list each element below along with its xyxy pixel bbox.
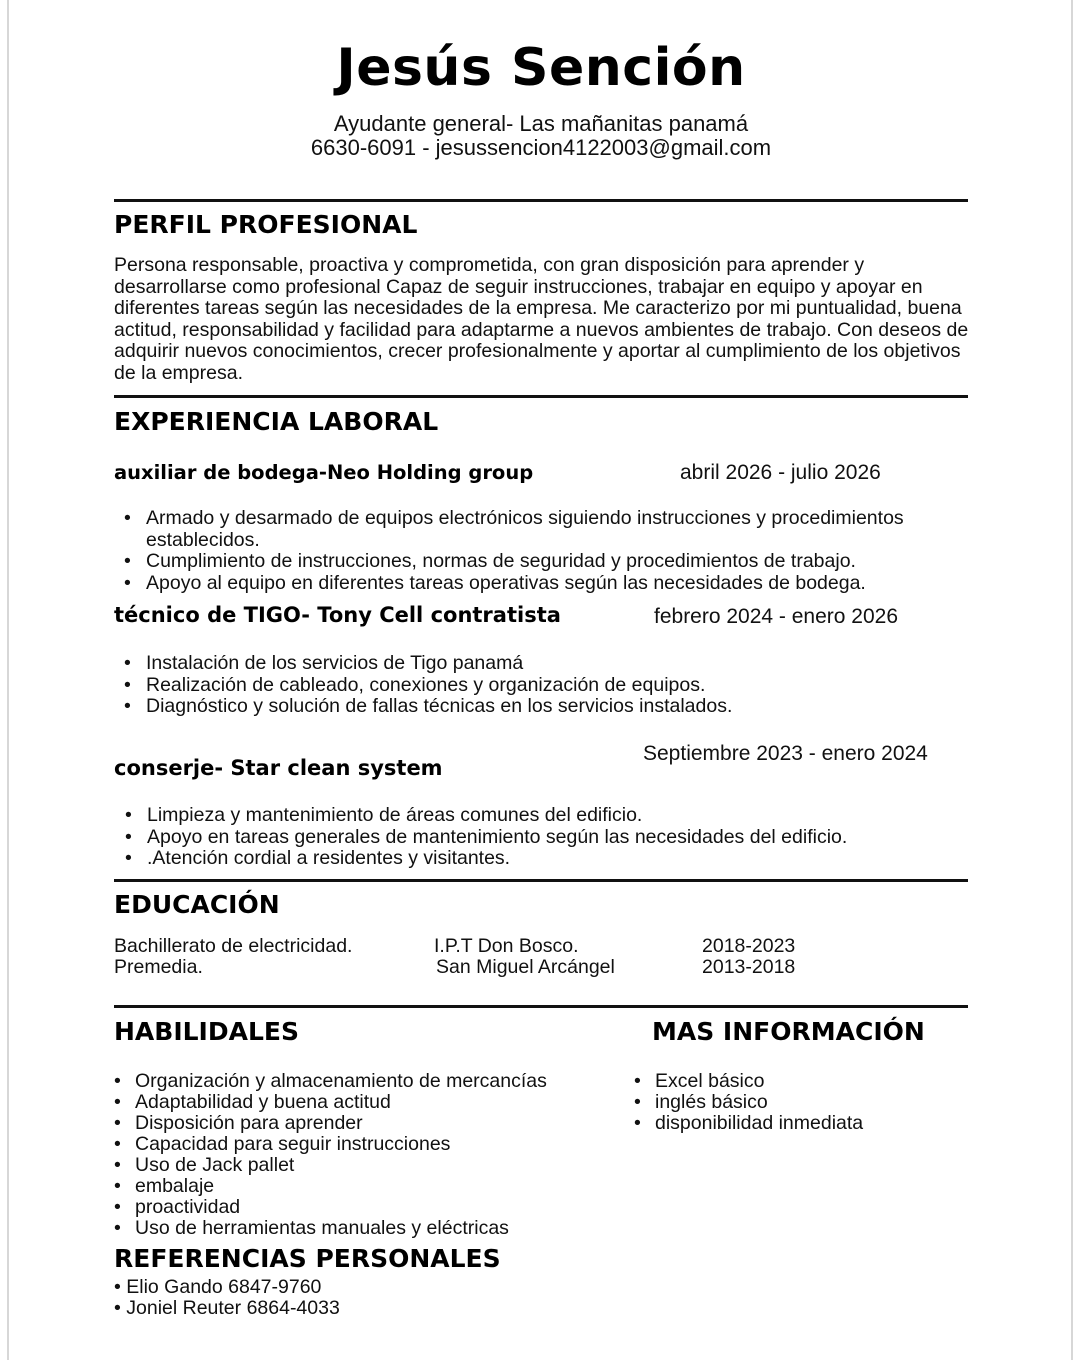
bullet-icon: • [114,1297,121,1319]
job-title: auxiliar de bodega-Neo Holding group [114,461,534,484]
list-item: • Disposición para aprender [114,1112,363,1134]
bullet-icon: • [124,695,131,717]
bullet-icon: • [124,652,131,674]
education-school: San Miguel Arcángel [436,956,615,978]
list-item: • Excel básico [634,1070,765,1092]
list-item: • Adaptabilidad y buena actitud [114,1091,391,1113]
bullet-icon: • [634,1070,641,1092]
job-dates: abril 2026 - julio 2026 [680,461,881,484]
education-years: 2018-2023 [702,935,796,957]
more-info-list [634,1071,964,1134]
bullet-icon: • [114,1091,121,1113]
bullet-icon: • [125,825,132,848]
list-item: • Instalación de los servicios de Tigo panamá [124,652,524,674]
bullet-icon: • [114,1175,121,1197]
list-item: • Uso de herramientas manuales y eléctricas [114,1217,509,1239]
profile-text: Persona responsable, proactiva y comprometida, con gran disposición para aprender y desarrollarse como profesional Capaz de seguir instrucciones, trabajar en equipo y apoyar en diferentes tareas según las necesidades de la empresa. Me caracterizo por mi puntualidad, buena actitud, responsabilidad y facilidad para adaptarme a nuevos ambientes de trabajo. Con deseos de adquirir nuevos conocimientos, crecer profesionalmente y aportar al cumplimiento de los objetivos de la empresa. [114,254,969,384]
bullet-icon: • [125,804,132,826]
job-dates: febrero 2024 - enero 2026 [654,605,899,628]
section-divider [114,199,968,202]
list-item: • disponibilidad inmediata [634,1112,864,1134]
profile-heading: PERFIL PROFESIONAL [114,210,418,239]
job-duties-list [114,653,974,718]
bullet-icon: • [124,507,131,529]
bullet-icon: • [124,673,131,696]
bullet-icon: • [114,1070,121,1092]
resume-page [114,0,968,1360]
bullet-icon: • [114,1217,121,1239]
list-item: • Apoyo al equipo en diferentes tareas operativas según las necesidades de bodega. [124,571,866,594]
bullet-icon: • [114,1133,121,1155]
list-item: • Organización y almacenamiento de mercancías [114,1070,547,1092]
job-title: técnico de TIGO- Tony Cell contratista [114,603,561,627]
job-title: conserje- Star clean system [114,756,443,780]
bullet-icon: • [634,1112,641,1134]
list-item: • Diagnóstico y solución de fallas técnicas en los servicios instalados. [124,695,733,717]
more-info-heading: MAS INFORMACIÓN [652,1017,925,1046]
bullet-icon: • [114,1112,121,1134]
list-item: • proactividad [114,1196,241,1218]
bullet-icon: • [114,1154,121,1176]
list-item: • Limpieza y mantenimiento de áreas comunes del edificio. [125,804,643,826]
job-dates: Septiembre 2023 - enero 2024 [643,742,928,765]
candidate-role: Ayudante general- Las mañanitas panamá [333,111,749,136]
list-item: • inglés básico [634,1091,768,1113]
page-edge-right [1071,0,1073,1360]
job-duties-list [114,508,974,594]
bullet-icon: • [124,571,131,594]
section-divider [114,879,968,882]
candidate-contact: 6630-6091 - jesussencion4122003@gmail.com [310,135,772,160]
list-item: • embalaje [114,1175,215,1197]
list-item: • Armado y desarmado de equipos electrónicos siguiendo instrucciones y procedimientos establecidos. [124,507,904,551]
list-item: • Realización de cableado, conexiones y organización de equipos. [124,673,706,696]
education-school: I.P.T Don Bosco. [434,935,579,957]
list-item: • .Atención cordial a residentes y visitantes. [125,847,511,869]
job-duties-list [115,805,975,870]
page-edge-left [7,0,9,1360]
bullet-icon: • [124,550,131,572]
skills-list [114,1071,634,1239]
bullet-icon: • [125,847,132,869]
education-degree: Bachillerato de electricidad. [114,935,353,957]
education-heading: EDUCACIÓN [114,890,280,919]
bullet-icon: • [114,1196,121,1218]
list-item: • Cumplimiento de instrucciones, normas de seguridad y procedimientos de trabajo. [124,550,856,572]
education-degree: Premedia. [114,956,203,978]
education-years: 2013-2018 [702,956,796,978]
bullet-icon: • [114,1276,121,1298]
list-item: • Uso de Jack pallet [114,1154,295,1176]
reference-item: • Joniel Reuter 6864-4033 [114,1297,340,1319]
list-item: • Apoyo en tareas generales de mantenimiento según las necesidades del edificio. [125,825,848,848]
reference-item: • Elio Gando 6847-9760 [114,1276,322,1298]
candidate-name: Jesús Sención [336,38,746,98]
list-item: • Capacidad para seguir instrucciones [114,1133,451,1155]
bullet-icon: • [634,1091,641,1113]
experience-heading: EXPERIENCIA LABORAL [114,407,439,436]
section-divider [114,1005,968,1008]
section-divider [114,395,968,398]
skills-heading: HABILIDALES [114,1017,299,1046]
references-heading: REFERENCIAS PERSONALES [114,1244,501,1273]
